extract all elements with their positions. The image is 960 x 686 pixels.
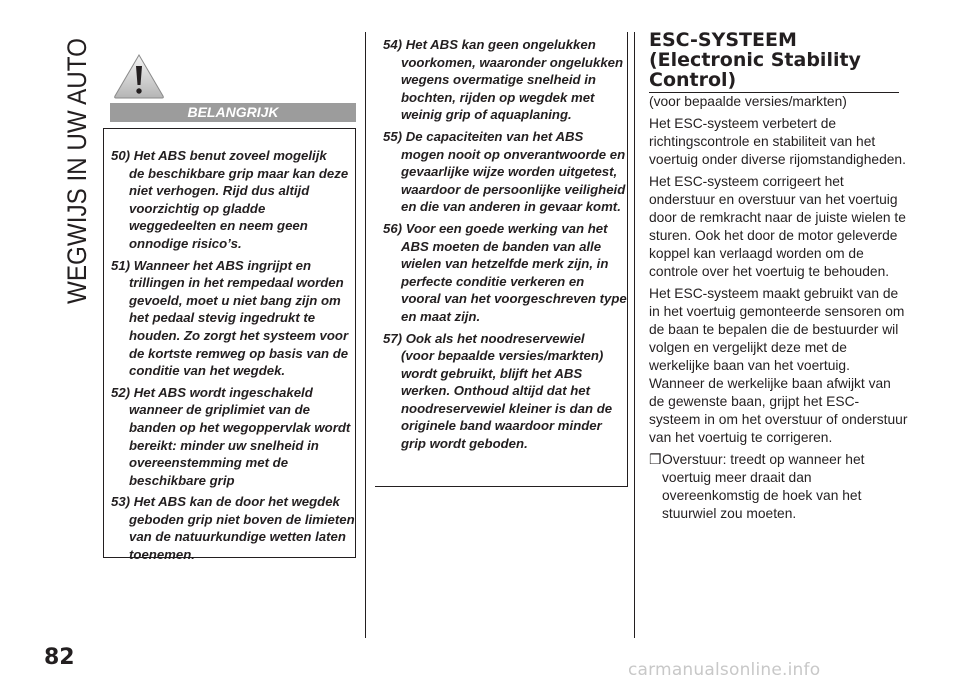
note-text-first: Het ABS kan de door het wegdek — [133, 494, 340, 510]
important-label: BELANGRIJK — [110, 103, 356, 122]
note-text-first: Ook als het noodreservewiel — [405, 330, 585, 346]
note-text-rest: wanneer de griplimiet van de banden op het wegoppervlak wordt bereikt: minder uw snelheid in overeenstemming met de beschikbare grip — [129, 402, 351, 488]
warning-note — [111, 384, 355, 490]
body-paragraph: (voor bepaalde versies/markten) — [649, 94, 847, 109]
esc-heading — [649, 30, 899, 93]
note-text-rest: de beschikbare grip maar kan deze niet verhogen. Rijd dus altijd voorzichtig op gladde weggedeelten en neem geen onnodige risico’s. — [129, 165, 349, 251]
section-title-svg — [52, 36, 96, 306]
watermark: carmanualsonline.info — [628, 660, 821, 680]
note-text-first: Wanneer het ABS ingrijpt en — [133, 257, 312, 273]
body-paragraph: Het ESC-systeem verbetert de richtingscontrole en stabiliteit van het voertuig onder diverse rijomstandigheden. — [649, 116, 906, 167]
column-divider — [365, 32, 366, 638]
note-text-first: Voor een goede werking van het — [405, 220, 608, 236]
esc-body — [649, 93, 909, 523]
warning-note — [383, 330, 627, 453]
note-text-first: Het ABS kan geen ongelukken — [405, 37, 596, 52]
body-paragraph: Het ESC-systeem corrigeert het onderstuur en overstuur van het voertuig door de remkracht naar de juiste wielen te sturen. Ook het door de motor geleverde koppel kan verlaagd worden om de controle over het voertuig te behouden. — [649, 174, 906, 279]
warning-triangle-icon — [113, 53, 165, 99]
column-divider — [634, 32, 635, 638]
note-number: 55) — [383, 128, 403, 144]
note-text-rest: voorkomen, waaronder ongelukken wegens overmatige snelheid in bochten, rijden op wegdek met weinig grip of aquaplaning. — [401, 54, 624, 123]
warning-note — [383, 36, 627, 124]
warning-note — [111, 257, 355, 380]
warning-note — [383, 220, 627, 326]
note-text-first: Het ABS benut zoveel mogelijk — [133, 148, 327, 163]
warning-note — [383, 128, 627, 216]
note-number: 54) — [383, 37, 403, 52]
section-title — [52, 36, 96, 306]
note-text-rest: (voor bepaalde versies/markten) wordt gebruikt, blijft het ABS werken. Onthoud altijd dat het noodreservewiel kleiner is dan de originele band waardoor minder grip wordt geboden. — [401, 348, 613, 452]
esc-heading-line: Control) — [649, 69, 737, 91]
note-text-rest: trillingen in het rempedaal worden gevoeld, moet u niet bang zijn om het pedaal stevig ingedrukt te houden. Zo zorgt het systeem voor de kortste remweg op basis van de conditie van het wegdek. — [129, 275, 349, 379]
note-text-rest: mogen nooit op onverantwoorde en gevaarlijke wijze worden uitgetest, waardoor de persoonlijke veiligheid en die van anderen in gevaar komt. — [401, 146, 626, 215]
note-number: 52) — [111, 384, 131, 400]
esc-heading-line: ESC-SYSTEEM — [649, 29, 797, 51]
note-text-first: Het ABS wordt ingeschakeld — [133, 384, 313, 400]
warning-box-left — [103, 128, 356, 563]
warning-note — [111, 493, 355, 563]
bullet-text: Overstuur: treedt op wanneer het voertuig meer draait dan overeenkomstig de hoek van het stuurwiel zou moeten. — [662, 452, 865, 521]
note-number: 57) — [383, 330, 403, 346]
section-title-text: WEGWIJS IN UW AUTO — [62, 36, 92, 304]
note-number: 56) — [383, 220, 403, 236]
warning-notes-left — [104, 129, 355, 564]
warning-note — [111, 147, 355, 253]
note-text-first: De capaciteiten van het ABS — [405, 128, 584, 144]
warning-box-right — [375, 32, 628, 487]
esc-heading-line: (Electronic Stability — [649, 49, 861, 71]
warning-notes-right — [375, 32, 627, 453]
note-number: 50) — [111, 148, 131, 163]
checkbox-bullet-icon: ❒ — [649, 452, 662, 467]
body-paragraph: Het ESC-systeem maakt gebruikt van de in het voertuig gemonteerde sensoren om de baan te bepalen die de bestuurder wil volgen en vergelijkt deze met de werkelijke baan van het voertuig. Wanneer de werkelijke baan afwijkt van de gewenste baan, grijpt het ESC-systeem in om het overstuur of onderstuur van het voertuig te corrigeren. — [649, 286, 908, 445]
note-text-rest: geboden grip niet boven de limieten van de natuurkundige wetten laten toenemen. — [129, 511, 355, 563]
page-number: 82 — [44, 645, 75, 670]
bullet-item — [649, 451, 909, 523]
note-text-rest: ABS moeten de banden van alle wielen van hetzelfde merk zijn, in perfecte conditie verkeren en vooral van het voorgeschreven type en maat zijn. — [401, 238, 627, 324]
note-number: 53) — [111, 494, 131, 510]
note-number: 51) — [111, 257, 131, 273]
